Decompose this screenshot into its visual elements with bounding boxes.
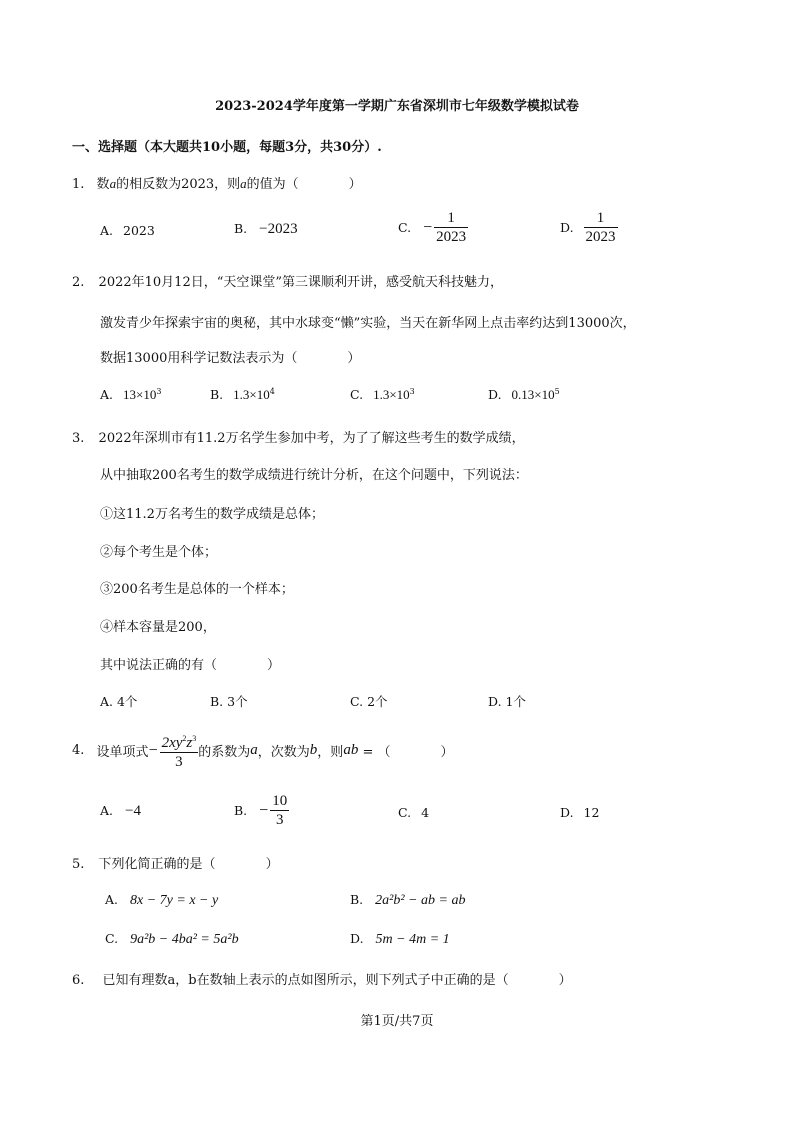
q3-option-a[interactable]: A. 4个 xyxy=(100,694,138,709)
question-6: 6. 已知有理数a，b在数轴上表示的点如图所示，则下列式子中正确的是（ ） xyxy=(72,973,572,988)
question-5: 5. 下列化简正确的是（ ） xyxy=(72,857,279,872)
q2-option-c[interactable]: C. $1.3\times 10^3$ xyxy=(350,387,415,403)
page-footer: 第1页/共7页 xyxy=(360,1014,434,1029)
q2-line2: 激发青少年探索宇宙的奥秘，其中水球变“懒”实验，当天在新华网上点击率约达到13000次， xyxy=(100,316,636,331)
exam-title: 2023-2024学年度第一学期广东省深圳市七年级数学模拟试卷 xyxy=(215,99,579,114)
q2-option-a[interactable]: A. $13\times 10^3$ xyxy=(100,387,162,403)
q2-option-d[interactable]: D. $0.13\times 10^5$ xyxy=(488,387,560,403)
q4-option-c[interactable]: C. 4 xyxy=(398,805,430,820)
q2-line3: 数据13000用科学记数法表示为（ ） xyxy=(100,351,361,366)
q4-option-a[interactable]: A. −4 xyxy=(100,803,141,819)
q1-option-b[interactable]: B. −2023 xyxy=(234,221,298,237)
q5-option-b[interactable]: B. 2a²b² − ab = ab xyxy=(350,892,466,908)
question-1: 1. 数a的相反数为2023，则a的值为（ ） xyxy=(72,176,362,192)
q3-line2: 从中抽取200名考生的数学成绩进行统计分析，在这个问题中，下列说法： xyxy=(100,468,528,483)
q3-option-c[interactable]: C. 2个 xyxy=(350,694,388,709)
q5-option-d[interactable]: D. 5m − 4m = 1 xyxy=(350,931,450,947)
q3-statement-1: ①这11.2万名考生的数学成绩是总体； xyxy=(100,507,324,522)
question-3: 3. 2022年深圳市有11.2万名学生参加中考，为了了解这些考生的数学成绩， xyxy=(72,431,525,446)
q4-option-d[interactable]: D. 12 xyxy=(560,805,600,820)
q3-statement-3: ③200名考生是总体的一个样本； xyxy=(100,582,294,597)
q3-option-d[interactable]: D. 1个 xyxy=(488,694,526,709)
q4-option-b[interactable]: B. − $\frac{10}{3}$ xyxy=(234,793,288,828)
q3-line3: 其中说法正确的有（ ） xyxy=(100,658,281,673)
q3-statement-4: ④样本容量是200， xyxy=(100,620,216,635)
question-2: 2. 2022年10月12日，“天空课堂”第三课顺利开讲，感受航天科技魅力， xyxy=(72,275,504,290)
question-4: 4. 设单项式− $\frac{2xy^2z^3}{3}$ 的系数为a，次数为b，则ab = （ ） xyxy=(72,734,454,770)
q3-option-b[interactable]: B. 3个 xyxy=(210,694,248,709)
q2-option-b[interactable]: B. $1.3\times 10^4$ xyxy=(210,387,275,403)
q1-number: 1. xyxy=(72,177,85,192)
q5-option-c[interactable]: C. 9a²b − 4ba² = 5a²b xyxy=(105,931,239,947)
q1-option-a[interactable]: A. 2023 xyxy=(100,223,155,238)
q5-option-a[interactable]: A. 8x − 7y = x − y xyxy=(105,892,219,908)
section-heading: 一、选择题（本大题共10小题，每题3分，共30分）. xyxy=(72,140,382,155)
q1-option-c[interactable]: C. − $\frac{1}{2023}$ xyxy=(398,210,467,245)
q3-statement-2: ②每个考生是个体； xyxy=(100,545,218,560)
q1-option-d[interactable]: D. $\frac{1}{2023}$ xyxy=(560,210,616,245)
